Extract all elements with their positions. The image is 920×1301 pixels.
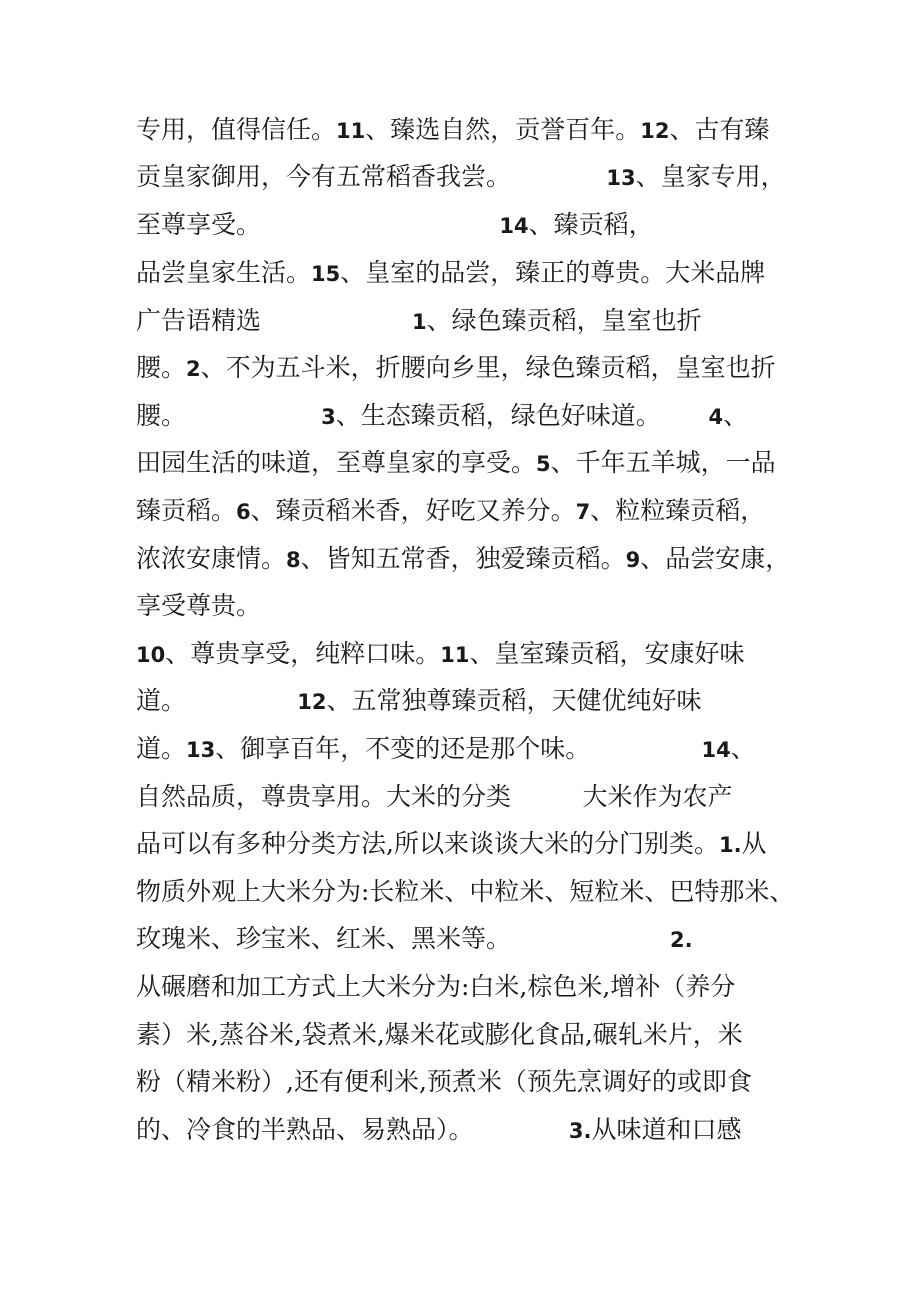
text-line — [136, 544, 790, 575]
item-number: 8 — [286, 548, 301, 572]
item-number: 2 — [186, 357, 201, 381]
text-line — [136, 306, 702, 337]
text-segment: 、绿色臻贡稻，皇室也折 — [426, 306, 702, 335]
item-number: 1 — [412, 310, 427, 334]
item-number: 4 — [708, 405, 724, 429]
text-segment: 臻贡稻。 — [136, 496, 237, 525]
text-segment: 、不为五斗米，折腰向乡里，绿色臻贡稻，皇室也折 — [200, 353, 776, 382]
text-segment — [661, 401, 709, 430]
item-number: 3 — [321, 405, 336, 429]
text-segment — [261, 306, 412, 335]
text-line — [136, 210, 654, 241]
text-segment: 、 — [730, 734, 756, 763]
text-segment: 、皇家专用， — [635, 162, 786, 191]
text-line — [136, 1067, 752, 1097]
item-number: 7 — [575, 500, 591, 524]
text-line — [136, 877, 794, 907]
text-segment — [511, 782, 583, 811]
text-segment: 道。 — [136, 686, 187, 715]
text-segment: 品尝皇家生活。 — [136, 258, 312, 287]
text-segment: 自然品质，尊贵享用。大米的分类 — [136, 782, 512, 811]
item-number: 11 — [440, 643, 470, 667]
text-segment: 、皇室臻贡稻，安康好味 — [469, 639, 745, 668]
text-line — [136, 353, 776, 384]
text-segment: 、千年五羊城，一品 — [550, 448, 776, 477]
text-segment: 从味道和口感 — [591, 1115, 742, 1144]
text-line — [136, 686, 702, 717]
item-number: 10 — [136, 643, 166, 667]
text-segment: 田园生活的味道，至尊皇家的享受。 — [136, 448, 537, 477]
text-segment: 、臻贡稻， — [528, 210, 654, 239]
text-line — [136, 401, 748, 432]
item-number: 14 — [701, 738, 731, 762]
text-segment: 腰。 — [136, 401, 187, 430]
text-line — [136, 496, 765, 527]
text-segment: 、尊贵享受，纯粹口味。 — [165, 639, 441, 668]
item-number: 13 — [606, 166, 636, 190]
text-line — [136, 258, 765, 289]
item-number: 14 — [499, 214, 529, 238]
item-number: 6 — [236, 500, 251, 524]
text-line — [136, 782, 733, 812]
text-segment — [511, 924, 670, 953]
text-line — [136, 829, 767, 860]
text-segment: 、古有臻 — [669, 115, 770, 144]
text-line — [136, 448, 776, 479]
text-line — [136, 1115, 742, 1146]
text-line — [136, 972, 735, 1002]
text-line — [136, 639, 745, 670]
item-number: 1. — [718, 833, 742, 857]
item-number: 11 — [336, 119, 366, 143]
item-number: 2. — [669, 928, 693, 952]
text-line — [136, 924, 693, 955]
text-line — [136, 162, 786, 193]
text-segment: 、御享百年，不变的还是那个味。 — [215, 734, 591, 763]
text-segment: 品可以有多种分类方法,所以来谈谈大米的分门别类。 — [136, 829, 719, 858]
item-number: 9 — [625, 548, 641, 572]
text-segment: 、粒粒臻贡稻， — [590, 496, 766, 525]
text-segment: 从碾磨和加工方式上大米分为:白米,棕色米,增补（养分 — [136, 972, 736, 1001]
item-number: 15 — [311, 262, 341, 286]
text-segment — [261, 210, 499, 239]
item-number: 13 — [186, 738, 216, 762]
text-segment: 享受尊贵。 — [136, 591, 262, 620]
text-segment: 至尊享受。 — [136, 210, 262, 239]
text-segment: 、臻选自然，贡誉百年。 — [365, 115, 641, 144]
item-number: 12 — [297, 690, 327, 714]
text-segment — [186, 686, 297, 715]
text-segment: 素）米,蒸谷米,袋煮米,爆米花或膨化食品,碾轧米片，米 — [136, 1020, 743, 1049]
text-segment: 粉（精米粉）,还有便利米,预煮米（预先烹调好的或即食 — [136, 1067, 752, 1096]
text-segment: 、臻贡稻米香，好吃又养分。 — [250, 496, 576, 525]
text-segment: 、品尝安康， — [640, 544, 791, 573]
text-segment: 、五常独尊臻贡稻，天健优纯好味 — [326, 686, 702, 715]
text-segment: 、皇室的品尝，臻正的尊贵。大米品牌 — [340, 258, 766, 287]
text-line — [136, 591, 261, 621]
text-segment: 浓浓安康情。 — [136, 544, 287, 573]
text-segment — [474, 1115, 569, 1144]
text-segment: 广告语精选 — [136, 306, 262, 335]
text-segment — [590, 734, 701, 763]
text-segment: 、生态臻贡稻，绿色好味道。 — [335, 401, 661, 430]
text-segment: 贡皇家御用，今有五常稻香我尝。 — [136, 162, 512, 191]
text-segment: 玫瑰米、珍宝米、红米、黑米等。 — [136, 924, 512, 953]
text-line — [136, 115, 770, 146]
text-segment: 、 — [723, 401, 749, 430]
text-line — [136, 1020, 743, 1050]
item-number: 5 — [536, 452, 551, 476]
text-segment: 道。 — [136, 734, 187, 763]
text-segment — [186, 401, 321, 430]
text-segment: 物质外观上大米分为:长粒米、中粒米、短粒米、巴特那米、 — [136, 877, 795, 906]
item-number: 3. — [568, 1119, 592, 1143]
item-number: 12 — [640, 119, 670, 143]
text-segment: 专用，值得信任。 — [136, 115, 337, 144]
text-segment: 大米作为农产 — [582, 782, 733, 811]
text-segment: 、皆知五常香，独爱臻贡稻。 — [300, 544, 626, 573]
text-segment: 腰。 — [136, 353, 187, 382]
text-line — [136, 734, 756, 765]
text-segment: 的、冷食的半熟品、易熟品）。 — [136, 1115, 474, 1144]
text-segment: 从 — [741, 829, 767, 858]
text-segment — [511, 162, 606, 191]
